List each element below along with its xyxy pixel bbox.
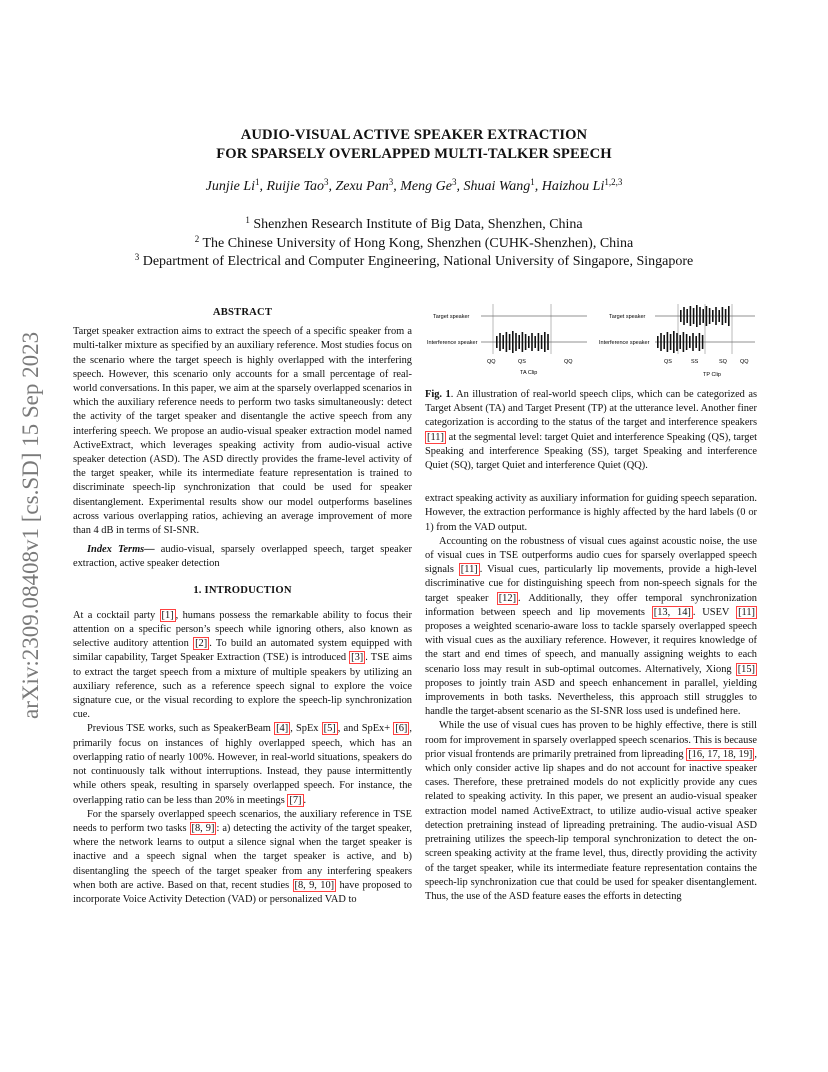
affiliation-list xyxy=(60,216,768,272)
waveform-bar xyxy=(660,333,662,351)
waveform-bar xyxy=(699,333,701,351)
text-run: While the use of visual cues has proven to be highly effective, there is still room for improvement in sparsely overlapped speech scenarios. This is because prior visual frontends are primarily pretrained from lipreading xyxy=(425,720,757,760)
arxiv-watermark: arXiv:2309.08408v1 [cs.SD] 15 Sep 2023 xyxy=(18,331,43,719)
waveform-bar xyxy=(722,307,724,325)
affiliation-text: Department of Electrical and Computer Engineering, National University of Singapore, Singapore xyxy=(139,254,694,269)
intro-paragraph-3 xyxy=(73,808,412,907)
right-paragraph-2 xyxy=(425,535,757,720)
waveform-bar xyxy=(531,333,533,351)
waveform-bar xyxy=(502,335,504,349)
author-list: Junjie Li$^1$, Ruijie Tao$^3$, Zexu Pan$^3$, Meng Ge$^3$, Shuai Wang$^1$, Haizhou Li$^{1,2,3}$ xyxy=(205,177,623,194)
author-name: Meng Ge xyxy=(400,179,452,194)
waveform-bar xyxy=(725,309,727,323)
intro-heading: 1. INTRODUCTION xyxy=(193,584,292,596)
affiliation-text: Shenzhen Research Institute of Big Data, Shenzhen, China xyxy=(249,217,583,232)
citation-link[interactable]: [13, 14] xyxy=(653,606,691,618)
ta-clip-label: TA Clip xyxy=(520,370,538,376)
tp-segment-label: QQ xyxy=(740,359,749,365)
citation-link[interactable]: [3] xyxy=(351,652,364,664)
citation-link[interactable]: [15] xyxy=(737,663,755,675)
waveform-bar xyxy=(728,306,730,326)
affiliation-mark: 1 xyxy=(245,215,250,225)
right-paragraph-1: extract speaking activity as auxiliary information for guiding speech separation. However, the extraction performance is highly affected by the hard labels (0 or 1) from the VAD output. xyxy=(425,493,757,533)
abstract-body: Target speaker extraction aims to extract the speech of a specific speaker from a multi-talker mixture as specified by an auxiliary reference. Most studies focus on the scenario where the target speech is highly overlapped with the interfering speech. However, this scenario only accounts for a small percentage of real-world conversations. In this paper, we aim at the sparsely overlapped scenarios in which the auxiliary reference needs to perform two tasks simultaneously: detect the activity of the target speaker and disentangle the active speech from any interfering speech. We propose an audio-visual speaker extraction model named ActiveExtract, which leverages speaking activity from audio-visual active speaker detection (ASD). The ASD directly provides the frame-level activity of the target speaker, while its intermediate feature representation is trained to discriminate speech-lip synchronization that could be used for speaker disentanglement. Experimental results show our model outperforms baselines across various overlapping ratios, achieving an average improvement of more than 4 dB in terms of SI-SNR. xyxy=(73,326,412,537)
ta-clip-panel xyxy=(427,304,587,376)
waveform-bar xyxy=(695,336,697,348)
ta-segment-label: QQ xyxy=(564,359,573,365)
waveform-bar xyxy=(673,331,675,353)
text-run: proposes to jointly train ASD and speech enhancement in parallel, yielding improvements in both tasks. Nevertheless, this approach still struggles to handle the target-absent scenario as the SI-SNR loss used is undefined here. xyxy=(425,677,757,718)
waveform-bar xyxy=(525,334,527,350)
citation-link[interactable]: [12] xyxy=(498,592,517,604)
waveform-bar xyxy=(690,306,692,326)
index-terms xyxy=(73,543,412,571)
text-run: Previous TSE works, such as SpeakerBeam xyxy=(87,723,275,735)
author-affiliation-mark: 1 xyxy=(530,177,535,187)
waveform-bar xyxy=(534,336,536,348)
waveform-bar xyxy=(512,331,514,353)
text-run: : a) detecting the activity of the target speaker, where the network learns to output a silence signal when the target speaker is inactive and a speech signal when the target speaker is active, and b) disentangling the speech of the target speaker from any interfering speakers when both are active. Based on that, recent studies xyxy=(73,822,412,891)
waveform-bar xyxy=(657,336,659,348)
waveform-bar xyxy=(718,310,720,322)
citation-link[interactable]: [11] xyxy=(460,564,478,576)
waveform-bar xyxy=(686,334,688,350)
tp-interference-waveform xyxy=(657,331,703,353)
text-run: , primarily focus on instances of highly overlapped speech, which has an overlapping ratio of nearly 100%. However, in real-world situations, speakers do not continuously talk without interruptions. Instead, they pause intermittently while others speak, resulting in sparsely overlapped speech. For instance, the overlapping ratio can be less than 20% in meetings xyxy=(73,723,412,806)
waveform-bar xyxy=(528,336,530,348)
text-run: . Visual cues, particularly lip movements, provide a high-level discriminative cue for distinguishing speech from non-speech signals for the target speaker xyxy=(425,564,757,604)
author-name: Zexu Pan xyxy=(335,179,389,194)
waveform-bar xyxy=(692,333,694,351)
waveform-bar xyxy=(547,334,549,350)
affiliation-line xyxy=(60,253,768,272)
figure-1-caption xyxy=(425,388,757,473)
waveform-bar xyxy=(702,309,704,323)
waveform-bar xyxy=(544,332,546,352)
right-paragraph-3 xyxy=(425,719,757,904)
affiliation-text: The Chinese University of Hong Kong, Shenzhen (CUHK-Shenzhen), China xyxy=(199,235,634,251)
waveform-bar xyxy=(702,335,704,349)
author-affiliation-mark: 1,2,3 xyxy=(604,177,623,187)
figure-1-diagram xyxy=(425,298,757,380)
waveform-bar xyxy=(706,306,708,326)
affiliation-mark: 2 xyxy=(194,233,200,244)
affiliation-line xyxy=(60,216,768,235)
citation-link[interactable]: [5] xyxy=(323,723,336,735)
tp-clip-label: TP Clip xyxy=(703,372,721,378)
left-column xyxy=(73,306,412,907)
waveform-bar xyxy=(715,307,717,325)
text-run: For the sparsely overlapped speech scenarios, the auxiliary reference in TSE needs to perform two tasks xyxy=(73,808,412,834)
waveform-bar xyxy=(696,305,698,327)
waveform-bar xyxy=(686,309,688,323)
waveform-bar xyxy=(679,335,681,349)
waveform-bar xyxy=(712,310,714,322)
affiliation-line xyxy=(60,235,768,254)
waveform-bar xyxy=(509,334,511,350)
index-terms-label: Index Terms— xyxy=(87,544,155,556)
caption-text-2: at the segmental level: target Quiet and interference Speaking (QS), target Speaking and interference Speaking (SS), target Speaking and interference Quiet (SQ), target Quiet and interference Quiet (QQ). xyxy=(425,431,757,472)
paper-title xyxy=(60,126,768,164)
ta-interference-waveform xyxy=(496,331,549,353)
waveform-bar xyxy=(670,334,672,350)
author-name: Junjie Li xyxy=(205,179,256,194)
citation-link[interactable]: [16, 17, 18, 19] xyxy=(688,748,753,760)
citation-link[interactable]: [6] xyxy=(395,723,408,735)
waveform-bar xyxy=(663,335,665,349)
waveform-bar xyxy=(496,336,498,348)
author-affiliation-mark: 3 xyxy=(451,177,457,187)
waveform-bar xyxy=(676,333,678,351)
waveform-bar xyxy=(709,308,711,324)
tp-interference-row-label: Interference speaker xyxy=(599,340,650,346)
affiliation-mark: 3 xyxy=(134,252,140,262)
author-affiliation-mark: 1 xyxy=(255,177,260,187)
author-name: Ruijie Tao xyxy=(266,179,324,194)
right-column xyxy=(425,388,757,904)
text-run: . Additionally, they offer temporal synchronization information between speech and lip movements xyxy=(425,592,757,618)
text-run: . USEV xyxy=(692,606,737,618)
caption-text: . An illustration of real-world speech clips, which can be categorized as Target Absent (TA) and Target Present (TP) at the utterance level. Another finer categorization is according to the status of the target and interference speakers xyxy=(425,389,757,429)
waveform-bar xyxy=(693,308,695,324)
tp-clip-panel xyxy=(599,304,755,378)
waveform-bar xyxy=(699,307,701,325)
tp-target-row-label: Target speaker xyxy=(609,314,646,320)
waveform-bar xyxy=(499,333,501,351)
author-name: Shuai Wang xyxy=(463,179,531,194)
citation-link[interactable]: [4] xyxy=(276,723,289,735)
text-run: , which only consider active lip shapes and do not account for inactive speaker cases. Therefore, these pretrained models do not explicitly provide any cues related to speaking activity. In this paper, we present an audio-visual speaker extraction model named ActiveExtract, to utilize audio-visual active speaker detection pretraining instead of lipreading pretraining. The audio-visual ASD pretraining utilizes the speech-lip temporal synchronization to detect the on-screen speaking activity at the frame level, thus, directly providing the activity of the target speaker, while its intermediate feature representation contains the speech-lip synchronization cue that could be used for speaker disentanglement. Thus, the use of the ASD feature eases the efforts in detecting xyxy=(425,748,757,902)
waveform-bar xyxy=(541,335,543,349)
author-affiliation-mark: 3 xyxy=(323,177,329,187)
citation-link[interactable]: [11] xyxy=(738,606,755,618)
waveform-bar xyxy=(518,335,520,349)
ta-target-row-label: Target speaker xyxy=(433,314,470,320)
text-run: proposes a weighted scenario-aware loss to tackle sparsely overlapped speech with visual cues as the auxiliary reference. However, it requires knowledge of the start and end times of speech, and manually assigning weights to each scenario loss may result in sub-optimal outcomes. Alternatively, Xiong xyxy=(425,621,757,675)
intro-paragraph-2 xyxy=(73,722,412,807)
figure-1 xyxy=(425,298,757,376)
author-name: Haizhou Li xyxy=(541,179,605,194)
citation-link[interactable]: [8, 9] xyxy=(191,822,215,834)
title-line-2: FOR SPARSELY OVERLAPPED MULTI-TALKER SPEECH xyxy=(216,146,612,162)
citation-link[interactable]: [1] xyxy=(161,609,174,621)
waveform-bar xyxy=(680,310,682,322)
citation-link[interactable]: [7] xyxy=(289,794,302,806)
abstract-heading: ABSTRACT xyxy=(212,307,273,318)
waveform-bar xyxy=(515,333,517,351)
intro-paragraph-1 xyxy=(73,609,412,723)
text-run: At a cocktail party xyxy=(73,609,160,621)
text-run: . xyxy=(303,794,307,806)
caption-label: Fig. 1 xyxy=(425,389,451,400)
citation-link[interactable]: [2] xyxy=(195,638,208,650)
ta-interference-row-label: Interference speaker xyxy=(427,340,478,346)
tp-segment-label: SS xyxy=(691,359,699,365)
ta-segment-label: QQ xyxy=(487,359,496,365)
text-run: Accounting on the robustness of visual cues against acoustic noise, the use of visual cues in TSE outperforms audio cues for sparsely overlapped speech signals xyxy=(425,535,757,576)
tp-segment-label: QS xyxy=(664,359,672,365)
author-affiliation-mark: 3 xyxy=(388,177,394,187)
ta-segment-label: QS xyxy=(518,359,526,365)
citation-link[interactable]: [11] xyxy=(427,431,444,443)
waveform-bar xyxy=(683,332,685,352)
waveform-bar xyxy=(538,333,540,351)
waveform-bar xyxy=(683,307,685,325)
text-run: . To build an automated system equipped with similar capability, Target Speaker Extraction (TSE) is introduced xyxy=(73,638,413,664)
waveform-bar xyxy=(689,336,691,348)
text-run: . TSE aims to extract the target speech from a mixture of multiple speakers by utilizing an auxiliary reference, such as a reference speech signal to explore the voice signature cue, or the visual recording to explore the speech-lip synchronization cue. xyxy=(73,652,413,721)
waveform-bar xyxy=(522,332,524,352)
tp-segment-label: SQ xyxy=(719,359,727,365)
text-run: , humans possess the remarkable ability to focus their attention on a specific person’s speech while ignoring others, also known as selective auditory attention xyxy=(73,609,412,650)
waveform-bar xyxy=(667,332,669,352)
text-run: , and SpEx+ xyxy=(337,723,394,735)
waveform-bar xyxy=(506,332,508,352)
text-run: , SpEx xyxy=(290,723,322,735)
citation-link[interactable]: [8, 9, 10] xyxy=(294,879,335,891)
title-line-1: AUDIO-VISUAL ACTIVE SPEAKER EXTRACTION xyxy=(240,127,588,143)
text-run: have proposed to incorporate Voice Activity Detection (VAD) or personalized VAD to xyxy=(73,879,412,905)
index-terms-text: audio-visual, sparsely overlapped speech, target speaker extraction, active speaker detection xyxy=(73,544,412,570)
